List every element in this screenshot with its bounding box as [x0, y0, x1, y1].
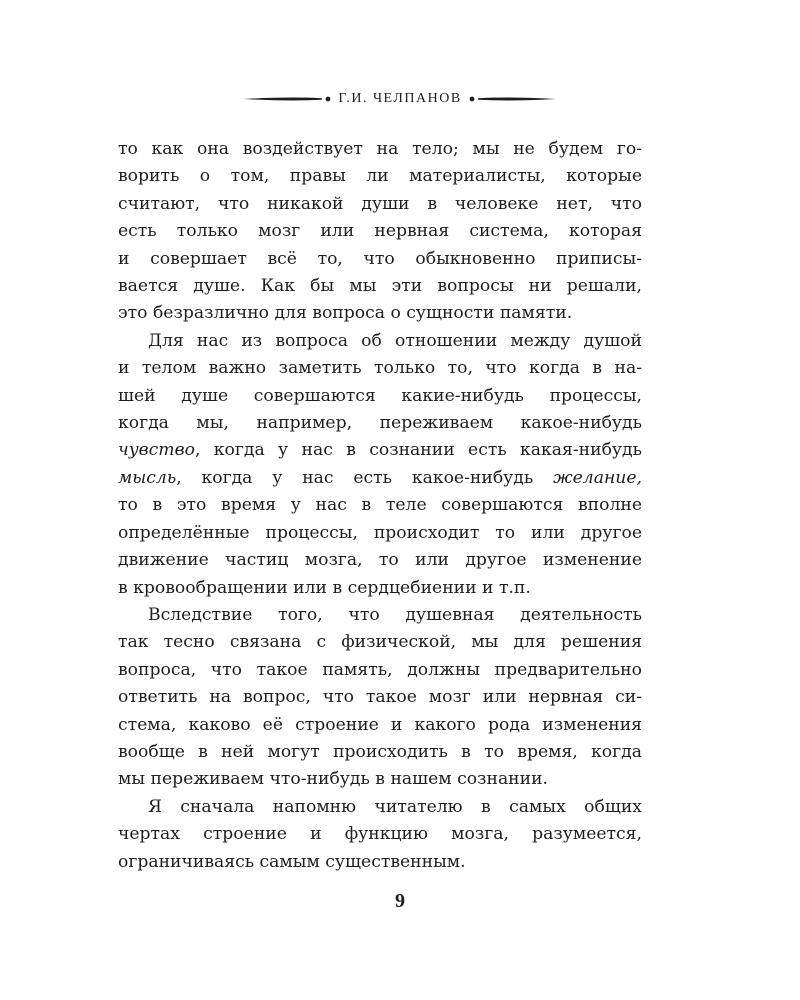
left-ornament-icon	[244, 96, 332, 102]
text-line: Вследствие того, что душевная деятельность	[148, 604, 642, 625]
text-line: определённые процессы, происходит то или другое	[118, 522, 642, 543]
body-text	[118, 136, 642, 876]
text-line: Для нас из вопроса об отношении между душой	[148, 330, 642, 351]
italic-word: чувство	[118, 440, 195, 461]
text-line: то в это время у нас в теле совершаются вполне	[118, 495, 642, 516]
running-header	[0, 88, 800, 110]
page-number: 9	[395, 890, 405, 912]
italic-word: мысль	[118, 467, 177, 488]
text-line: это безразлично для вопроса о сущности памяти.	[118, 303, 573, 324]
text-line: шей душе совершаются какие-нибудь процессы,	[118, 385, 642, 406]
right-ornament-icon	[468, 96, 556, 102]
text-line: чертах строение и функцию мозга, разумеется,	[118, 824, 642, 845]
text-line: и совершает всё то, что обыкновенно приписы-	[118, 248, 642, 269]
text-line: ответить на вопрос, что такое мозг или нервная си-	[118, 687, 642, 708]
text-line: и телом важно заметить только то, что когда в на-	[118, 358, 642, 379]
text-fragment: , когда у нас есть какое-нибудь	[176, 467, 534, 488]
text-line: вообще в ней могут происходить в то время, когда	[118, 741, 642, 762]
text-line: когда мы, например, переживаем какое-нибудь	[118, 413, 642, 434]
text-fragment: , когда у нас в сознании есть какая-нибудь	[194, 440, 642, 461]
text-line: есть только мозг или нервная система, которая	[118, 221, 642, 242]
text-line: так тесно связана с физической, мы для решения	[118, 632, 642, 653]
italic-word: желание,	[553, 467, 642, 488]
text-line: вопроса, что такое память, должны предварительно	[118, 659, 642, 680]
text-line: вается душе. Как бы мы эти вопросы ни решали,	[118, 276, 642, 297]
text-line: то как она воздействует на тело; мы не будем го-	[118, 139, 642, 159]
text-line-with-italic	[118, 437, 642, 464]
author-name: Г.И. ЧЕЛПАНОВ	[338, 91, 462, 106]
text-line: стема, каково её строение и какого рода изменения	[118, 714, 642, 735]
text-line: мы переживаем что-нибудь в нашем сознании.	[118, 769, 549, 790]
text-line-with-italic	[118, 465, 642, 492]
text-line: в кровообращении или в сердцебиении и т.п.	[118, 577, 531, 598]
text-line: считают, что никакой души в человеке нет, что	[118, 193, 642, 214]
text-line: движение частиц мозга, то или другое изменение	[118, 550, 642, 571]
text-line: ограничиваясь самым существенным.	[118, 851, 466, 872]
text-line: Я сначала напомню читателю в самых общих	[148, 796, 642, 817]
text-line: ворить о том, правы ли материалисты, которые	[118, 166, 642, 187]
